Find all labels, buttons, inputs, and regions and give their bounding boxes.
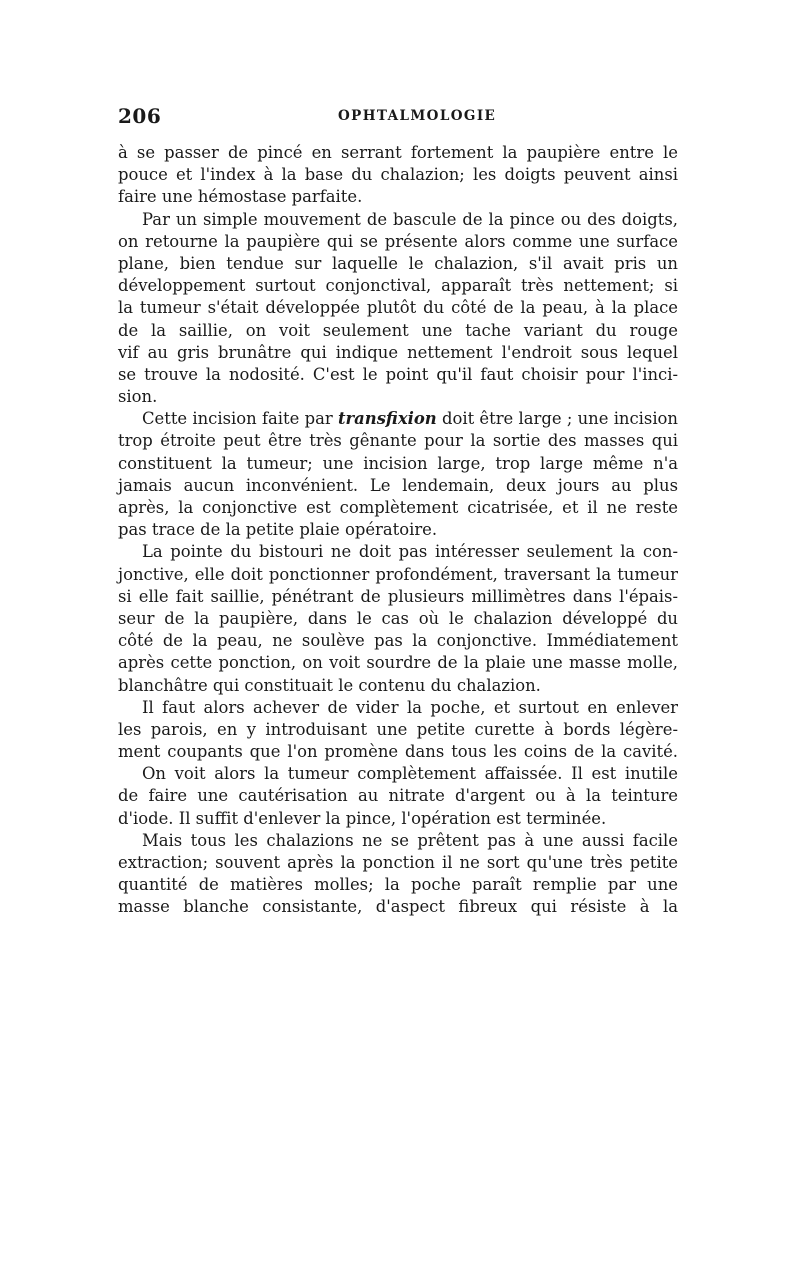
text-line: vif au gris brunâtre qui indique nettement l'endroit sous lequel [118, 342, 678, 362]
text-line: On voit alors la tumeur complètement affaissée. Il est inutile [142, 764, 678, 784]
running-title: OPHTALMOLOGIE [338, 108, 497, 124]
text-line: jamais aucun inconvénient. Le lendemain, deux jours au plus [118, 475, 678, 495]
page-header [118, 104, 678, 134]
text-line: Par un simple mouvement de bascule de la pince ou des doigts, [142, 209, 678, 229]
text-line: après cette ponction, on voit sourdre de la plaie une masse molle, [118, 653, 678, 673]
text-line: sion. [118, 387, 158, 407]
text-line: les parois, en y introduisant une petite curette à bords légère- [118, 719, 678, 739]
text-line: de la saillie, on voit seulement une tache variant du rouge [118, 320, 678, 340]
text-line: pas trace de la petite plaie opératoire. [118, 520, 438, 540]
page-number: 206 [118, 104, 162, 128]
text-line: plane, bien tendue sur laquelle le chalazion, s'il avait pris un [118, 253, 678, 273]
italic-term: transfixion [337, 409, 437, 429]
text-line: quantité de matières molles; la poche paraît remplie par une [118, 875, 678, 895]
text-line: masse blanche consistante, d'aspect fibreux qui résiste à la [118, 897, 678, 917]
text-line [118, 408, 678, 430]
text-line: faire une hémostase parfaite. [118, 187, 363, 207]
text-line: à se passer de pincé en serrant fortement la paupière entre le [118, 143, 678, 162]
text-line: ment coupants que l'on promène dans tous les coins de la cavité. [118, 742, 678, 762]
text-line: développement surtout conjonctival, apparaît très nettement; si [118, 276, 678, 296]
text-line: d'iode. Il suffit d'enlever la pince, l'opération est terminée. [118, 808, 607, 828]
text-line: se trouve la nodosité. C'est le point qu'il faut choisir pour l'inci- [118, 364, 678, 384]
body-text [118, 142, 678, 919]
text-line: jonctive, elle doit ponctionner profondément, traversant la tumeur [118, 564, 678, 584]
text-line: blanchâtre qui constituait le contenu du chalazion. [118, 675, 541, 695]
text-line: si elle fait saillie, pénétrant de plusieurs millimètres dans l'épais- [118, 586, 678, 606]
text-line: seur de la paupière, dans le cas où le chalazion développé du [118, 608, 678, 628]
text-line: Il faut alors achever de vider la poche, et surtout en enlever [142, 697, 678, 717]
book-page [118, 104, 678, 919]
text-line: pouce et l'index à la base du chalazion; les doigts peuvent ainsi [118, 165, 678, 185]
text-line: extraction; souvent après la ponction il ne sort qu'une très petite [118, 853, 678, 872]
text-segment: Cette incision faite par [142, 409, 338, 429]
text-line: trop étroite peut être très gênante pour la sortie des masses qui [118, 431, 678, 451]
text-line: après, la conjonctive est complètement cicatrisée, et il ne reste [118, 498, 678, 517]
text-line: la tumeur s'était développée plutôt du côté de la peau, à la place [118, 298, 678, 318]
text-line: on retourne la paupière qui se présente alors comme une surface [118, 231, 678, 251]
text-line: côté de la peau, ne soulève pas la conjonctive. Immédiatement [118, 631, 678, 651]
text-segment: doit être large ; une incision [436, 409, 678, 429]
text-line: Mais tous les chalazions ne se prêtent pas à une aussi facile [142, 830, 678, 850]
text-line: de faire une cautérisation au nitrate d'argent ou à la teinture [118, 786, 678, 806]
text-line: La pointe du bistouri ne doit pas intéresser seulement la con- [142, 542, 678, 562]
text-line: constituent la tumeur; une incision large, trop large même n'a [118, 453, 678, 473]
